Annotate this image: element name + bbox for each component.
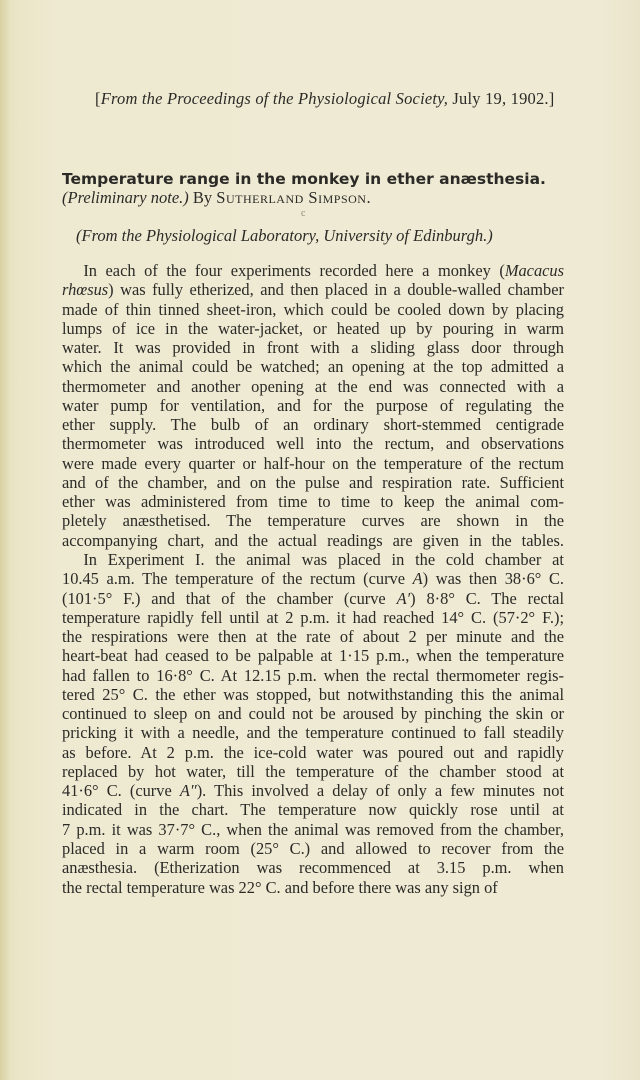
text-run: water. It was provided in front with a sliding glass door through [62, 338, 564, 358]
body-text [62, 261, 564, 897]
text-run: In Experiment I. the animal was placed in the cold chamber at [83, 549, 564, 569]
body-line [62, 415, 564, 434]
text-run: made of thin tinned sheet-iron, which could be cooled down by placing [62, 299, 564, 319]
body-line [62, 627, 564, 646]
body-line [62, 473, 564, 492]
text-run: 7 p.m. it was 37·7° C., when the animal was removed from the chamber, [62, 819, 564, 839]
italic-term: A′ [396, 588, 411, 608]
body-line [62, 300, 564, 319]
text-run: thermometer and another opening at the end was connected with a [62, 376, 564, 396]
italic-term: rhœsus [62, 280, 109, 300]
text-run: temperature rapidly fell until at 2 p.m. it had reached 14° C. (57·2° F.); [62, 607, 564, 627]
body-line [62, 608, 564, 627]
source-date: July 19, 1902. [448, 89, 549, 108]
body-line [62, 781, 564, 800]
text-run: 41·6° C. (curve [62, 781, 180, 801]
body-line [62, 454, 564, 473]
text-run: heart-beat had ceased to be palpable at 1·15 p.m., when the temperature [62, 646, 564, 666]
text-run: the respirations were then at the rate of about 2 per minute and the [62, 627, 564, 647]
text-run: In each of the four experiments recorded here a monkey ( [83, 261, 505, 280]
body-line [62, 492, 564, 511]
text-run: pletely anæsthetised. The temperature curves are shown in the [62, 511, 564, 531]
body-line [62, 511, 564, 530]
body-line [62, 280, 564, 299]
body-line [62, 550, 564, 569]
affiliation: (From the Physiological Laboratory, University of Edinburgh.) [76, 226, 493, 245]
source-prefix: From the Proceedings of the Physiological Society, [100, 89, 449, 108]
body-line [62, 589, 564, 608]
text-run: ether was administered from time to time to keep the animal com- [62, 492, 564, 512]
text-run: indicated in the chart. The temperature now quickly rose until at [62, 800, 564, 820]
body-line [62, 820, 564, 839]
text-run: accompanying chart, and the actual readings are given in the tables. [62, 530, 564, 550]
body-line [62, 261, 564, 280]
body-line [62, 531, 564, 550]
text-run: tered 25° C. the ether was stopped, but notwithstanding this the animal [62, 684, 564, 704]
body-line [62, 319, 564, 338]
text-run: ) was fully etherized, and then placed in a double-walled chamber [108, 280, 564, 300]
bracket-open: [ [95, 89, 101, 108]
text-run: anæsthesia. (Etherization was recommenced at 3.15 p.m. when [62, 858, 564, 878]
body-line [62, 723, 564, 742]
preliminary-note: (Preliminary note.) [62, 188, 189, 207]
text-run: (101·5° F.) and that of the chamber (curve [62, 588, 397, 608]
author-name: Sutherland Simpson. [216, 188, 372, 207]
body-line [62, 434, 564, 453]
text-run: lumps of ice in the water-jacket, or heated up by pouring in warm [62, 318, 564, 338]
text-run: ) was then 38·6° C. [422, 569, 564, 589]
body-line [62, 704, 564, 723]
body-line [62, 396, 564, 415]
body-line [62, 800, 564, 819]
text-run: water pump for ventilation, and for the purpose of regulating the [62, 395, 564, 415]
text-run: placed in a warm room (25° C.) and allowed to recover from the [62, 838, 564, 858]
text-run: the rectal temperature was 22° C. and before there was any sign of [62, 877, 498, 897]
body-line [62, 743, 564, 762]
page-binding-shadow [0, 0, 10, 1080]
source-citation [95, 89, 595, 109]
text-run: ) 8·8° C. The rectal [410, 588, 564, 608]
text-run: continued to sleep on and could not be aroused by pinching the skin or [62, 704, 564, 724]
by-word: By [188, 188, 217, 207]
italic-term: Macacus [504, 261, 564, 280]
italic-term: A″ [179, 781, 197, 801]
text-run: thermometer was introduced well into the rectum, and observations [62, 434, 564, 454]
body-line [62, 685, 564, 704]
body-line [62, 569, 564, 588]
italic-term: A [412, 569, 423, 589]
body-line [62, 858, 564, 877]
text-run: 10.45 a.m. The temperature of the rectum (curve [62, 569, 413, 589]
text-run: ether supply. The bulb of an ordinary short-stemmed centigrade [62, 415, 564, 435]
body-line [62, 357, 564, 376]
body-line [62, 377, 564, 396]
text-run: ). This involved a delay of only a few minutes not [196, 781, 564, 801]
text-run: had fallen to 16·8° C. At 12.15 p.m. when the rectal thermometer regis- [62, 665, 564, 685]
text-run: were made every quarter or half-hour on the temperature of the rectum [62, 453, 564, 473]
text-run: which the animal could be watched; an opening at the top admitted a [62, 357, 564, 377]
text-run: as before. At 2 p.m. the ice-cold water was poured out and rapidly [62, 742, 564, 762]
text-run: pricking it with a needle, and the temperature continued to fall steadily [62, 723, 564, 743]
text-run: replaced by hot water, till the temperature of the chamber stood at [62, 761, 564, 781]
body-line [62, 666, 564, 685]
body-line [62, 762, 564, 781]
byline [62, 188, 582, 208]
print-fleck: c [301, 208, 306, 219]
body-line [62, 338, 564, 357]
text-run: and of the chamber, and on the pulse and respiration rate. Sufficient [62, 472, 564, 492]
body-line [62, 646, 564, 665]
body-line [62, 878, 564, 897]
bracket-close: ] [548, 89, 555, 108]
body-line [62, 839, 564, 858]
article-title: Temperature range in the monkey in ether anæsthesia. [62, 170, 546, 188]
